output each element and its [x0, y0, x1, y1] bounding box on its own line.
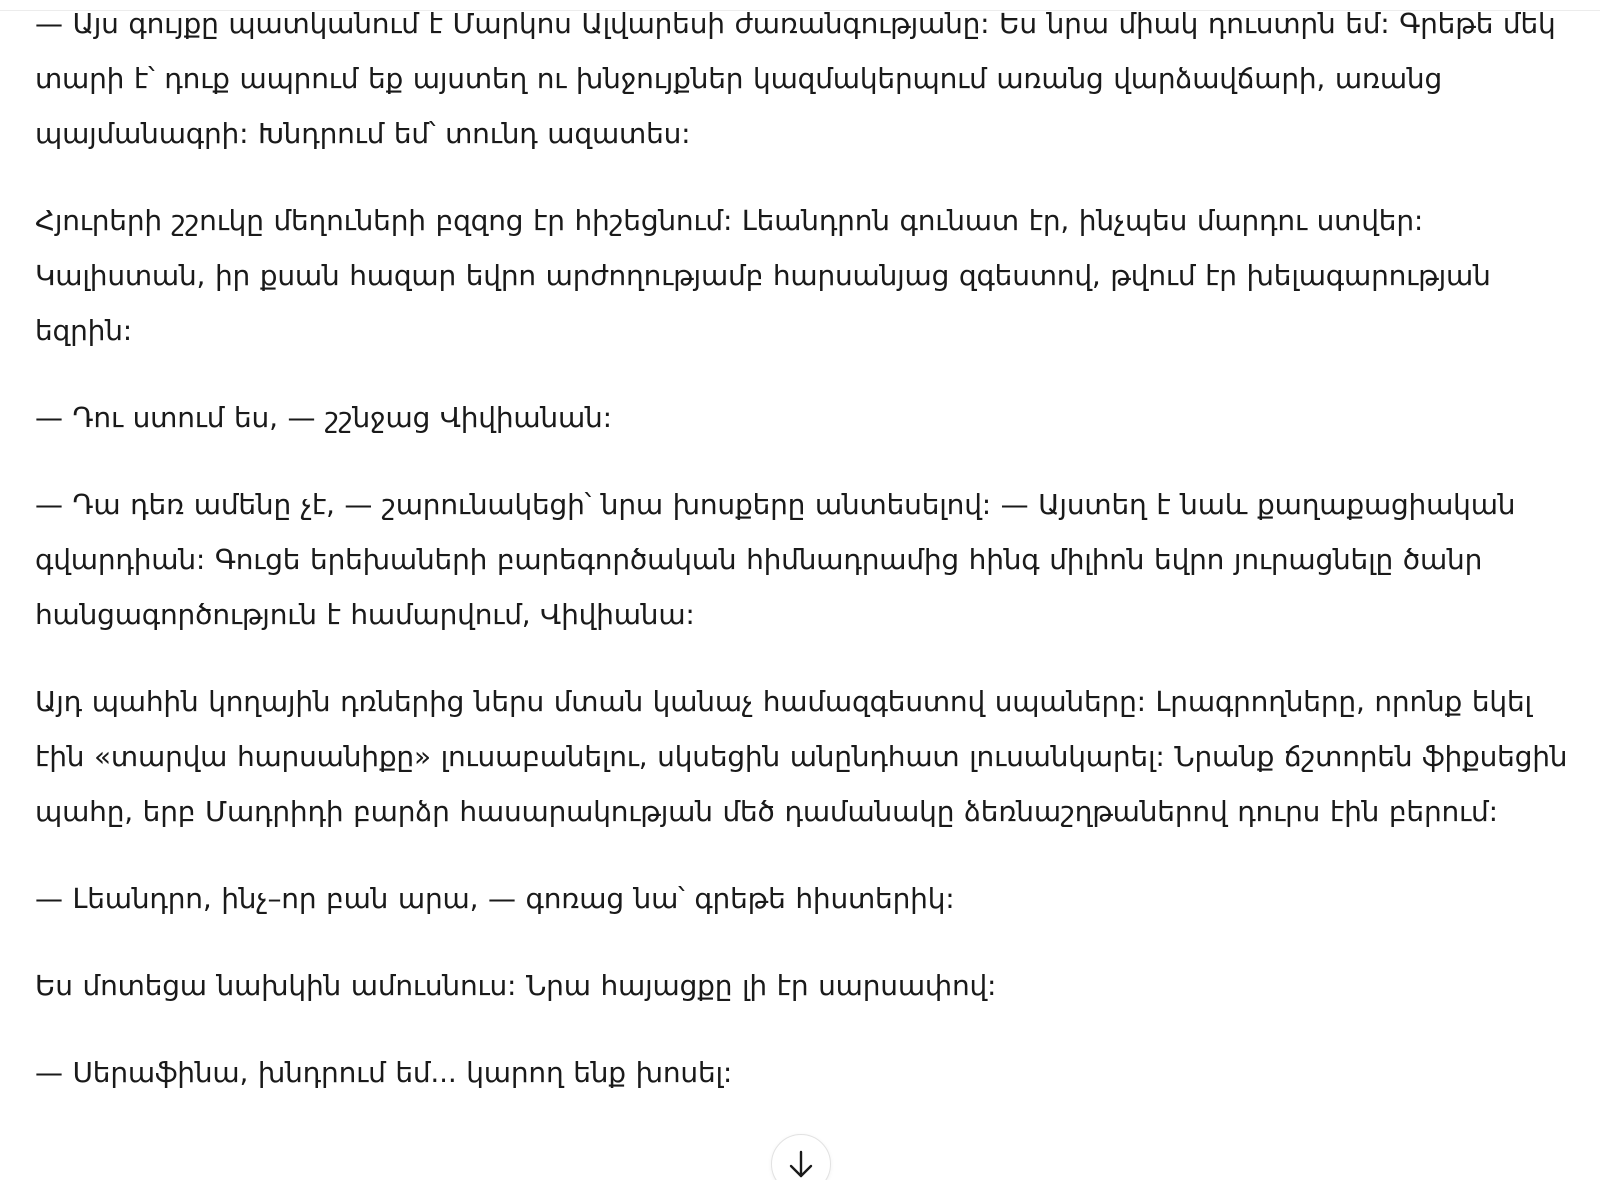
message-paragraph: — Սերաֆինա, խնդրում եմ... կարող ենք խոսել:	[35, 1056, 733, 1089]
message-paragraph: Ես մոտեցա նախկին ամուսնուս: Նրա հայացքը լի էր սարսափով:	[35, 969, 997, 1002]
message-paragraph: — Դա դեռ ամենը չէ, — շարունակեցի՝ նրա խոսքերը անտեսելով: — Այստեղ է նաև քաղաքացիական գվարդիան: Գուցե երեխաների բարեգործական հիմնադրամից հինգ միլիոն եվրո յուրացնելը ծանր հանցագործություն է համարվում, Վիվիանա:	[35, 488, 1516, 631]
message-paragraph: — Լեանդրո, ինչ–որ բան արա, — գոռաց նա՝ գրեթե հիստերիկ:	[35, 882, 955, 915]
chat-message-content	[35, 0, 1570, 1132]
message-paragraph: — Այս գույքը պատկանում է Մարկոս Ալվարեսի ժառանգությանը: Ես նրա միակ դուստրն եմ: Գրեթե մեկ տարի է՝ դուք ապրում եք այստեղ ու խնջույքներ կազմակերպում առանց վարձավճարի, առանց պայմանագրի: Խնդրում եմ՝ տունդ ազատես:	[35, 7, 1556, 150]
message-paragraph: Այդ պահին կողային դռներից ներս մտան կանաչ համազգեստով սպաները: Լրագրողները, որոնք եկել էին «տարվա հարսանիքը» լուսաբանելու, սկսեցին անընդհատ լուսանկարել: Նրանք ճշտորեն ֆիքսեցին պահը, երբ Մադրիդի բարձր հասարակության մեծ դամանակը ձեռնաշղթաներով դուրս էին բերում:	[35, 685, 1568, 828]
message-paragraph: — Դու ստում ես, — շշնջաց Վիվիանան:	[35, 401, 612, 434]
scroll-to-bottom-button[interactable]	[771, 1134, 831, 1180]
message-paragraph: Հյուրերի շշուկը մեղուների բզզոց էր հիշեցնում: Լեանդրոն գունատ էր, ինչպես մարդու ստվեր: Կալիստան, իր քսան հազար եվրո արժողությամբ հարսանյաց զգեստով, թվում էր խելագարության եզրին:	[35, 204, 1491, 347]
arrow-down-icon	[787, 1149, 815, 1179]
